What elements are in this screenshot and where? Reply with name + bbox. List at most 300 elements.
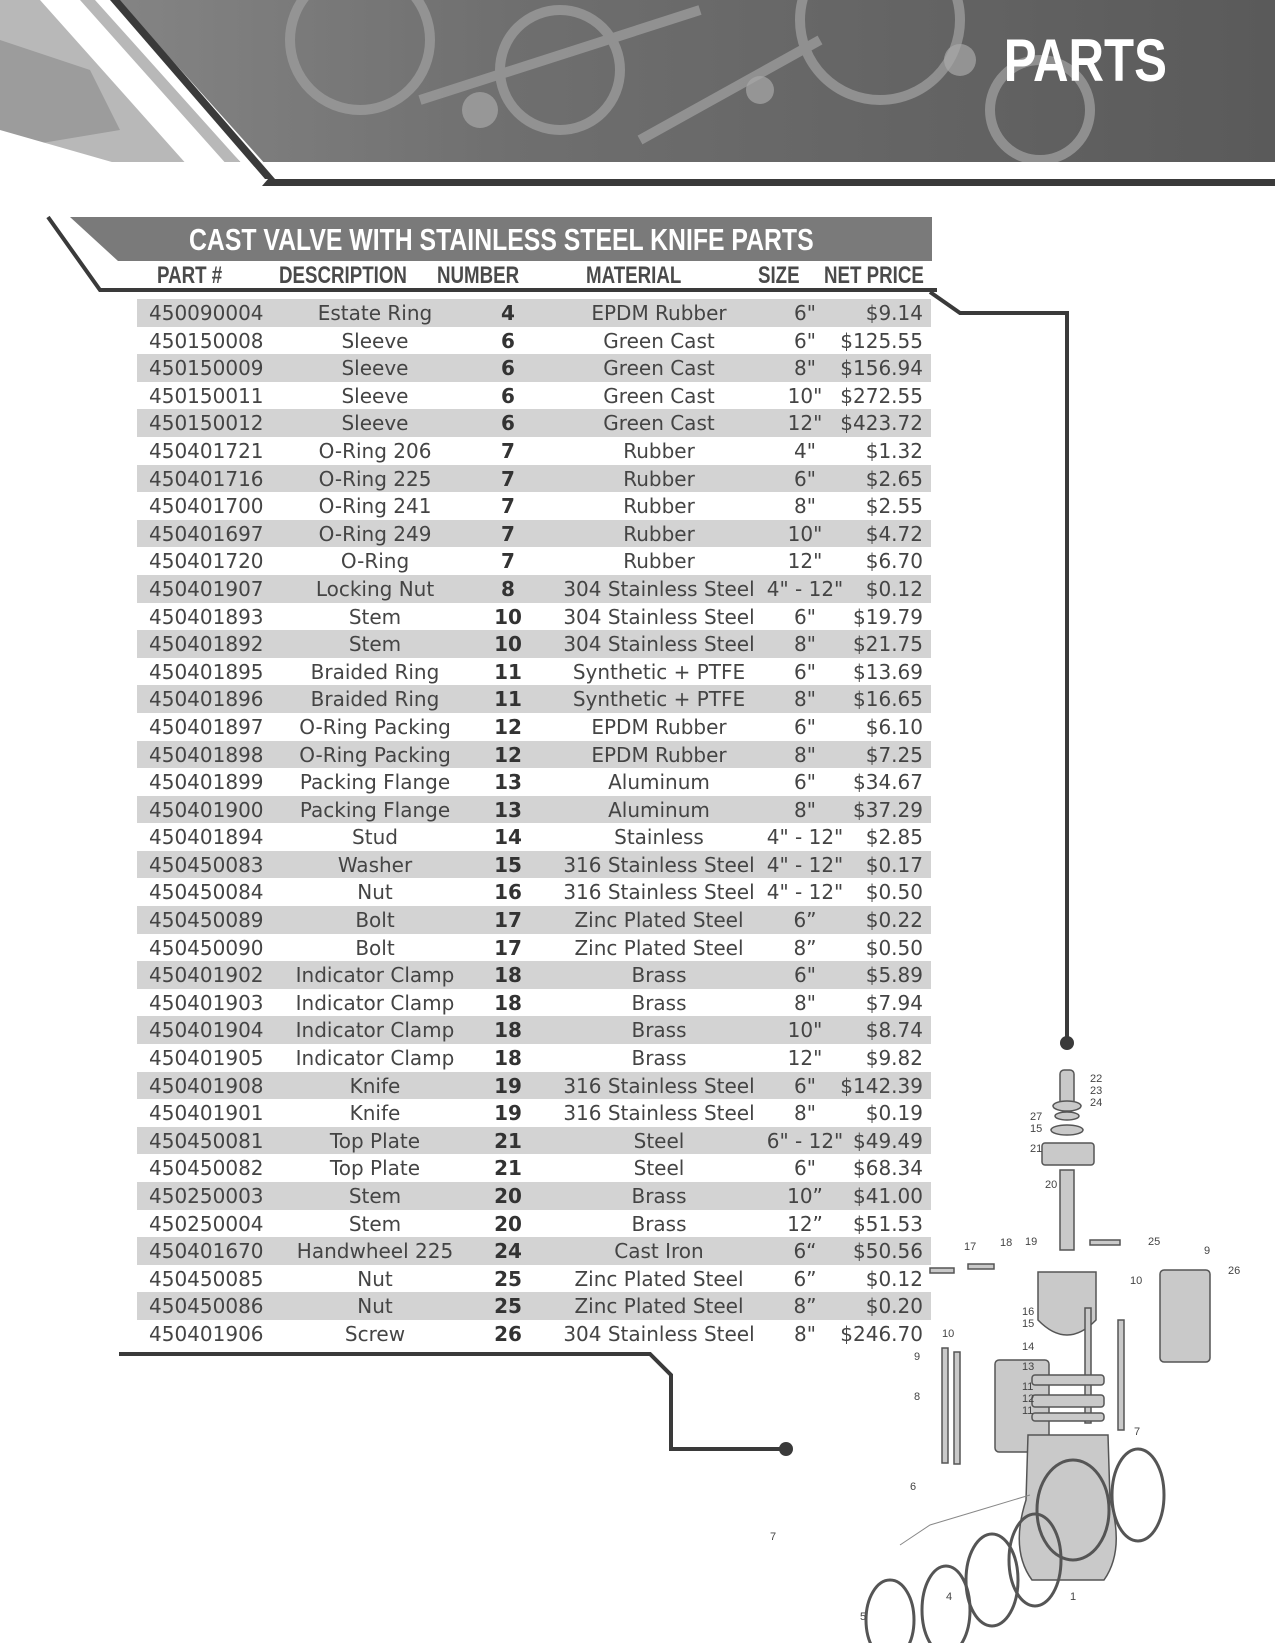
number-cell: 8 <box>501 576 515 601</box>
price-cell: $0.12 <box>865 1266 923 1291</box>
price-cell: $2.65 <box>865 466 923 491</box>
material-cell: Rubber <box>623 549 695 574</box>
part-number-cell: 450150009 <box>149 356 264 381</box>
material-cell: Brass <box>631 990 687 1015</box>
callout-label: 23 <box>1090 1085 1103 1097</box>
part-number-cell: 450401900 <box>149 797 264 822</box>
size-cell: 6" - 12" <box>766 1128 844 1153</box>
description-cell: Braided Ring <box>310 687 440 712</box>
callout-label: 5 <box>860 1611 867 1623</box>
callout-label: 7 <box>1134 1426 1141 1438</box>
material-cell: 304 Stainless Steel <box>563 632 755 657</box>
material-cell: EPDM Rubber <box>591 714 727 739</box>
callout-label: 8 <box>914 1391 921 1403</box>
description-cell: O-Ring <box>340 549 410 574</box>
number-cell: 19 <box>494 1073 522 1098</box>
column-header-price: NET PRICE <box>824 262 924 289</box>
number-cell: 24 <box>494 1239 522 1264</box>
material-cell: Stainless <box>614 825 704 850</box>
callout-label: 24 <box>1090 1097 1103 1109</box>
number-cell: 6 <box>501 383 515 408</box>
size-cell: 4" - 12" <box>766 576 844 601</box>
callout-label: 9 <box>1204 1245 1211 1257</box>
part-number-cell: 450450082 <box>149 1156 264 1181</box>
description-cell: Packing Flange <box>299 770 451 795</box>
price-cell: $68.34 <box>853 1156 923 1181</box>
price-cell: $34.67 <box>853 770 923 795</box>
part-number-cell: 450450084 <box>149 880 264 905</box>
size-cell: 6" <box>794 328 816 353</box>
description-cell: Top Plate <box>329 1156 421 1181</box>
material-cell: Steel <box>633 1128 685 1153</box>
size-cell: 6" <box>794 714 816 739</box>
table-row <box>137 961 931 989</box>
table-row <box>137 1182 931 1210</box>
price-cell: $51.53 <box>853 1211 923 1236</box>
callout-label: 11 <box>1022 1381 1034 1393</box>
material-cell: EPDM Rubber <box>591 301 727 325</box>
number-cell: 17 <box>494 935 522 960</box>
table-row <box>137 382 931 410</box>
callout-label: 4 <box>946 1591 953 1603</box>
part-number-cell: 450401700 <box>149 494 264 519</box>
description-cell: Stem <box>348 1184 402 1208</box>
column-header-part: PART # <box>157 262 223 289</box>
callout-label: 22 <box>1090 1073 1103 1085</box>
table-row <box>137 823 931 851</box>
table-row <box>137 878 931 906</box>
description-cell: Nut <box>357 1294 393 1319</box>
size-cell: 4" - 12" <box>766 880 844 905</box>
number-cell: 6 <box>501 411 515 436</box>
size-cell: 8" <box>794 632 816 657</box>
material-cell: Brass <box>631 1211 687 1236</box>
price-cell: $49.49 <box>853 1128 923 1153</box>
number-cell: 7 <box>501 521 515 546</box>
number-cell: 17 <box>494 908 522 933</box>
part-number-cell: 450401893 <box>149 604 264 629</box>
price-cell: $1.32 <box>865 438 923 463</box>
price-cell: $125.55 <box>840 328 923 353</box>
number-cell: 7 <box>501 549 515 574</box>
part-number-cell: 450401899 <box>149 770 264 795</box>
price-cell: $272.55 <box>840 383 923 408</box>
size-cell: 6" <box>794 659 816 684</box>
size-cell: 8" <box>794 356 816 381</box>
table-row <box>137 741 931 769</box>
callout-label: 11 <box>1022 1405 1034 1417</box>
column-header-description: DESCRIPTION <box>279 262 407 289</box>
price-cell: $0.50 <box>865 935 923 960</box>
table-row <box>137 299 931 327</box>
table-row <box>137 575 931 603</box>
size-cell: 6” <box>793 1266 817 1291</box>
description-cell: Braided Ring <box>310 659 440 684</box>
part-number-cell: 450401898 <box>149 742 264 767</box>
number-cell: 4 <box>501 301 515 325</box>
part-number-cell: 450401902 <box>149 963 264 988</box>
number-cell: 11 <box>494 687 522 712</box>
size-cell: 4" - 12" <box>766 852 844 877</box>
callout-label: 13 <box>1022 1361 1035 1373</box>
callout-label: 18 <box>1000 1237 1013 1249</box>
description-cell: Stem <box>348 1211 402 1236</box>
price-cell: $21.75 <box>853 632 923 657</box>
price-cell: $7.94 <box>865 990 923 1015</box>
description-cell: Indicator Clamp <box>295 1018 455 1043</box>
price-cell: $13.69 <box>853 659 923 684</box>
description-cell: O-Ring Packing <box>299 742 451 767</box>
size-cell: 8" <box>794 1101 816 1126</box>
material-cell: Green Cast <box>603 411 715 436</box>
description-cell: Handwheel 225 <box>296 1239 454 1264</box>
material-cell: 316 Stainless Steel <box>563 1073 755 1098</box>
table-row <box>137 354 931 382</box>
price-cell: $2.55 <box>865 494 923 519</box>
description-cell: Sleeve <box>341 411 409 436</box>
callout-label: 7 <box>770 1531 777 1543</box>
price-cell: $246.70 <box>840 1321 923 1346</box>
column-header-size: SIZE <box>758 262 800 289</box>
number-cell: 21 <box>494 1128 522 1153</box>
part-number-cell: 450401716 <box>149 466 264 491</box>
size-cell: 12” <box>787 1211 823 1236</box>
material-cell: Green Cast <box>603 328 715 353</box>
number-cell: 25 <box>494 1266 522 1291</box>
part-number-cell: 450401720 <box>149 549 264 574</box>
callout-label: 20 <box>1045 1179 1058 1191</box>
number-cell: 13 <box>494 797 522 822</box>
part-number-cell: 450401894 <box>149 825 264 850</box>
part-number-cell: 450401905 <box>149 1046 264 1071</box>
material-cell: EPDM Rubber <box>591 742 727 767</box>
table-row <box>137 906 931 934</box>
part-number-cell: 450401895 <box>149 659 264 684</box>
size-cell: 6" <box>794 1156 816 1181</box>
table-row <box>137 1320 931 1348</box>
part-number-cell: 450401697 <box>149 521 264 546</box>
column-header-number: NUMBER <box>437 262 520 289</box>
callout-label: 14 <box>1022 1341 1035 1353</box>
callout-label: 6 <box>910 1481 917 1493</box>
material-cell: Brass <box>631 1046 687 1071</box>
callout-label: 21 <box>1030 1143 1043 1155</box>
description-cell: Stem <box>348 632 402 657</box>
number-cell: 13 <box>494 770 522 795</box>
material-cell: 316 Stainless Steel <box>563 1101 755 1126</box>
material-cell: 316 Stainless Steel <box>563 852 755 877</box>
number-cell: 21 <box>494 1156 522 1181</box>
material-cell: Zinc Plated Steel <box>574 1266 744 1291</box>
part-number-cell: 450450086 <box>149 1294 264 1319</box>
callout-label: 27 <box>1030 1111 1043 1123</box>
price-cell: $9.82 <box>865 1046 923 1071</box>
description-cell: Nut <box>357 1266 393 1291</box>
number-cell: 18 <box>494 963 522 988</box>
callout-label: 16 <box>1022 1306 1035 1318</box>
table-row <box>137 547 931 575</box>
number-cell: 18 <box>494 1046 522 1071</box>
size-cell: 6" <box>794 604 816 629</box>
part-number-cell: 450450083 <box>149 852 264 877</box>
table-row <box>137 1292 931 1320</box>
part-number-cell: 450250004 <box>149 1211 264 1236</box>
size-cell: 6" <box>794 963 816 988</box>
price-cell: $37.29 <box>853 797 923 822</box>
description-cell: O-Ring 241 <box>318 494 432 519</box>
price-cell: $7.25 <box>865 742 923 767</box>
number-cell: 18 <box>494 990 522 1015</box>
part-number-cell: 450401901 <box>149 1101 264 1126</box>
description-cell: O-Ring Packing <box>299 714 451 739</box>
number-cell: 12 <box>494 742 522 767</box>
table-row <box>137 989 931 1017</box>
material-cell: Brass <box>631 963 687 988</box>
material-cell: Aluminum <box>608 770 710 795</box>
description-cell: Indicator Clamp <box>295 963 455 988</box>
size-cell: 10" <box>787 1018 823 1043</box>
part-number-cell: 450401670 <box>149 1239 264 1264</box>
table-row <box>137 409 931 437</box>
size-cell: 4" - 12" <box>766 825 844 850</box>
table-row <box>137 796 931 824</box>
size-cell: 12" <box>787 411 823 436</box>
material-cell: 304 Stainless Steel <box>563 1321 755 1346</box>
material-cell: Cast Iron <box>614 1239 704 1264</box>
price-cell: $16.65 <box>853 687 923 712</box>
table-row <box>137 1072 931 1100</box>
price-cell: $0.50 <box>865 880 923 905</box>
description-cell: Estate Ring <box>317 301 433 325</box>
callout-label: 1 <box>1070 1591 1077 1603</box>
size-cell: 8" <box>794 494 816 519</box>
description-cell: Bolt <box>355 935 395 960</box>
number-cell: 7 <box>501 466 515 491</box>
material-cell: Aluminum <box>608 797 710 822</box>
material-cell: Brass <box>631 1018 687 1043</box>
size-cell: 8” <box>793 1294 817 1319</box>
callout-label: 26 <box>1228 1265 1241 1277</box>
size-cell: 8" <box>794 1321 816 1346</box>
part-number-cell: 450401906 <box>149 1321 264 1346</box>
part-number-cell: 450401904 <box>149 1018 264 1043</box>
callout-label: 17 <box>964 1241 977 1253</box>
part-number-cell: 450401903 <box>149 990 264 1015</box>
callout-label: 10 <box>1130 1275 1143 1287</box>
description-cell: Bolt <box>355 908 395 933</box>
part-number-cell: 450401897 <box>149 714 264 739</box>
part-number-cell: 450450081 <box>149 1128 264 1153</box>
callout-label: 10 <box>942 1328 955 1340</box>
parts-table <box>137 299 931 1348</box>
material-cell: Brass <box>631 1184 687 1208</box>
size-cell: 6" <box>794 770 816 795</box>
number-cell: 10 <box>494 632 522 657</box>
material-cell: Rubber <box>623 521 695 546</box>
part-number-cell: 450401908 <box>149 1073 264 1098</box>
part-number-cell: 450450089 <box>149 908 264 933</box>
price-cell: $9.14 <box>865 301 923 325</box>
material-cell: Green Cast <box>603 383 715 408</box>
price-cell: $423.72 <box>840 411 923 436</box>
size-cell: 6” <box>793 908 817 933</box>
table-row <box>137 492 931 520</box>
size-cell: 12" <box>787 1046 823 1071</box>
description-cell: Sleeve <box>341 356 409 381</box>
part-number-cell: 450450085 <box>149 1266 264 1291</box>
material-cell: 316 Stainless Steel <box>563 880 755 905</box>
number-cell: 26 <box>494 1321 522 1346</box>
material-cell: 304 Stainless Steel <box>563 576 755 601</box>
callout-label: 19 <box>1025 1236 1038 1248</box>
price-cell: $8.74 <box>865 1018 923 1043</box>
description-cell: Indicator Clamp <box>295 1046 455 1071</box>
description-cell: Stud <box>352 825 398 850</box>
number-cell: 25 <box>494 1294 522 1319</box>
description-cell: Stem <box>348 604 402 629</box>
description-cell: Indicator Clamp <box>295 990 455 1015</box>
price-cell: $2.85 <box>865 825 923 850</box>
number-cell: 11 <box>494 659 522 684</box>
number-cell: 20 <box>494 1184 522 1208</box>
size-cell: 8" <box>794 797 816 822</box>
callout-label: 25 <box>1148 1236 1161 1248</box>
table-row <box>137 1210 931 1238</box>
size-cell: 6" <box>794 466 816 491</box>
page-title: PARTS <box>1003 27 1167 94</box>
price-cell: $0.17 <box>865 852 923 877</box>
part-number-cell: 450450090 <box>149 935 264 960</box>
size-cell: 6" <box>794 301 816 325</box>
material-cell: Rubber <box>623 466 695 491</box>
number-cell: 10 <box>494 604 522 629</box>
material-cell: Zinc Plated Steel <box>574 935 744 960</box>
description-cell: Washer <box>337 852 413 877</box>
column-header-material: MATERIAL <box>586 262 682 289</box>
description-cell: O-Ring 206 <box>318 438 432 463</box>
part-number-cell: 450090004 <box>149 301 264 325</box>
price-cell: $41.00 <box>853 1184 923 1208</box>
description-cell: Knife <box>349 1101 401 1126</box>
description-cell: Sleeve <box>341 383 409 408</box>
material-cell: Synthetic + PTFE <box>572 659 746 684</box>
number-cell: 7 <box>501 494 515 519</box>
part-number-cell: 450150008 <box>149 328 264 353</box>
material-cell: Steel <box>633 1156 685 1181</box>
price-cell: $6.10 <box>865 714 923 739</box>
description-cell: Knife <box>349 1073 401 1098</box>
table-row <box>137 934 931 962</box>
size-cell: 10" <box>787 521 823 546</box>
price-cell: $0.19 <box>865 1101 923 1126</box>
table-row <box>137 465 931 493</box>
number-cell: 15 <box>494 852 522 877</box>
material-cell: Zinc Plated Steel <box>574 908 744 933</box>
table-row <box>137 685 931 713</box>
description-cell: Screw <box>344 1321 406 1346</box>
size-cell: 8” <box>793 935 817 960</box>
material-cell: Rubber <box>623 438 695 463</box>
section-title: CAST VALVE WITH STAINLESS STEEL KNIFE PARTS <box>189 222 814 257</box>
number-cell: 12 <box>494 714 522 739</box>
table-row <box>137 1016 931 1044</box>
table-row <box>137 1044 931 1072</box>
number-cell: 6 <box>501 356 515 381</box>
callout-label: 12 <box>1022 1393 1035 1405</box>
price-cell: $4.72 <box>865 521 923 546</box>
table-row <box>137 1099 931 1127</box>
callout-label: 15 <box>1030 1123 1043 1135</box>
description-cell: Nut <box>357 880 393 905</box>
callout-label: 9 <box>914 1351 921 1363</box>
callout-label: 15 <box>1022 1318 1035 1330</box>
number-cell: 7 <box>501 438 515 463</box>
size-cell: 6" <box>794 1073 816 1098</box>
description-cell: Sleeve <box>341 328 409 353</box>
price-cell: $0.22 <box>865 908 923 933</box>
number-cell: 14 <box>494 825 522 850</box>
price-cell: $5.89 <box>865 963 923 988</box>
table-row <box>137 1265 931 1293</box>
part-number-cell: 450150012 <box>149 411 264 436</box>
table-row <box>137 713 931 741</box>
material-cell: Green Cast <box>603 356 715 381</box>
material-cell: Rubber <box>623 494 695 519</box>
size-cell: 12" <box>787 549 823 574</box>
size-cell: 8" <box>794 742 816 767</box>
size-cell: 10" <box>787 383 823 408</box>
description-cell: O-Ring 225 <box>318 466 432 491</box>
price-cell: $0.12 <box>865 576 923 601</box>
table-row <box>137 630 931 658</box>
part-number-cell: 450401892 <box>149 632 264 657</box>
part-number-cell: 450150011 <box>149 383 264 408</box>
part-number-cell: 450401896 <box>149 687 264 712</box>
part-number-cell: 450250003 <box>149 1184 264 1208</box>
price-cell: $19.79 <box>853 604 923 629</box>
description-cell: Top Plate <box>329 1128 421 1153</box>
size-cell: 8" <box>794 990 816 1015</box>
size-cell: 6“ <box>793 1239 817 1264</box>
table-row <box>137 327 931 355</box>
number-cell: 19 <box>494 1101 522 1126</box>
number-cell: 16 <box>494 880 522 905</box>
table-row <box>137 437 931 465</box>
table-row <box>137 768 931 796</box>
price-cell: $142.39 <box>840 1073 923 1098</box>
table-row <box>137 851 931 879</box>
price-cell: $6.70 <box>865 549 923 574</box>
description-cell: O-Ring 249 <box>318 521 432 546</box>
price-cell: $50.56 <box>853 1239 923 1264</box>
table-row <box>137 1154 931 1182</box>
size-cell: 10” <box>787 1184 823 1208</box>
size-cell: 8" <box>794 687 816 712</box>
table-row <box>137 658 931 686</box>
table-row <box>137 1127 931 1155</box>
description-cell: Locking Nut <box>315 576 435 601</box>
material-cell: Zinc Plated Steel <box>574 1294 744 1319</box>
table-row <box>137 1237 931 1265</box>
price-cell: $0.20 <box>865 1294 923 1319</box>
part-number-cell: 450401721 <box>149 438 264 463</box>
size-cell: 4" <box>794 438 816 463</box>
number-cell: 6 <box>501 328 515 353</box>
table-row <box>137 520 931 548</box>
table-row <box>137 603 931 631</box>
part-number-cell: 450401907 <box>149 576 264 601</box>
price-cell: $156.94 <box>840 356 923 381</box>
